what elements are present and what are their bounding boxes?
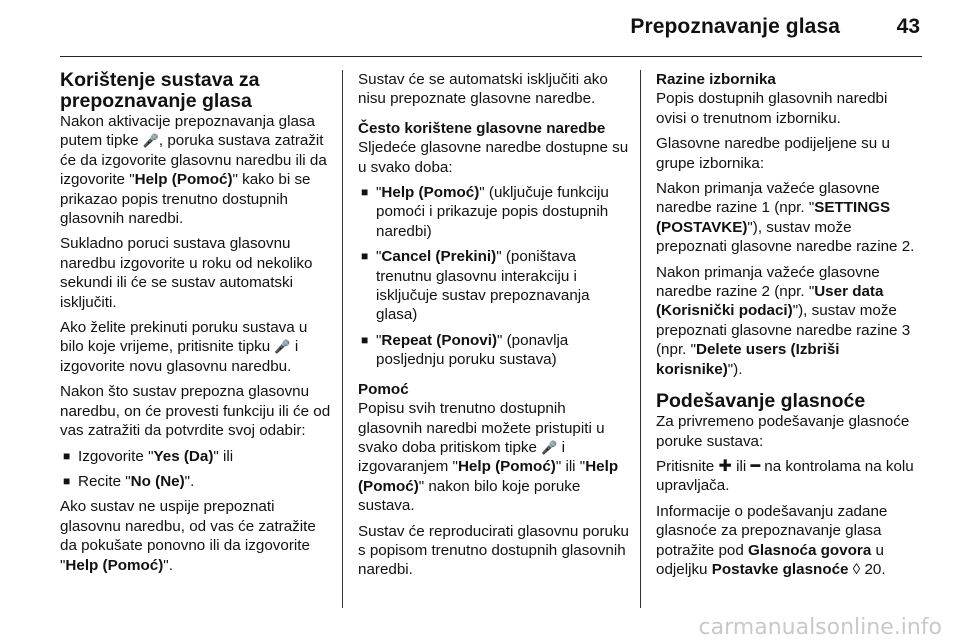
paragraph: Glasovne naredbe podijeljene su u grupe izbornika: (656, 135, 890, 172)
column-divider (342, 70, 343, 608)
watermark: carmanualsonline.info (698, 615, 942, 640)
page-number: 43 (896, 15, 920, 38)
section-title: Podešavanje glasnoće (656, 390, 866, 413)
paragraph: Sljedeće glasovne naredbe dostupne su u svako doba: (358, 139, 629, 176)
paragraph: Pritisnite ✚ ili ━ na kontrolama na kolu upravljača. (656, 457, 914, 495)
header-rule (60, 56, 922, 57)
bullet-icon: ■ (63, 473, 71, 488)
bullet-icon: ■ (361, 249, 369, 264)
microphone-icon: 🎤 (142, 133, 159, 149)
microphone-icon: 🎤 (541, 439, 558, 455)
subsection-title: Razine izbornika (656, 71, 776, 88)
paragraph: Popisu svih trenutno dostupnih glasovnih naredbi možete pristupiti u svako doba pritiskom tipke 🎤 i izgovaranjem "Help (Pomoć)" ili "Help (Pomoć)" nakon bilo koje poruke sustava. (358, 400, 619, 515)
minus-icon: ━ (750, 457, 761, 475)
list-item: ■ "Help (Pomoć)" (uključuje funkciju pomoći i prikazuje popis dostupnih naredbi) (361, 184, 609, 240)
subsection-title: Često korištene glasovne naredbe (358, 119, 606, 137)
paragraph: Ako sustav ne uspije prepoznati glasovnu naredbu, od vas će zatražite da pokušate ponovno ili da izgovorite "Help (Pomoć)". (60, 498, 316, 574)
reference-icon: ◊ (852, 560, 861, 578)
column-divider (640, 70, 641, 608)
column-2 (358, 70, 630, 586)
list-item: ■ "Cancel (Prekini)" (poništava trenutnu glasovnu interakciju i isključuje sustav prepoznavanja glasa) (361, 248, 590, 324)
plus-icon: ✚ (718, 457, 732, 475)
list-item: ■ "Repeat (Ponovi)" (ponavlja posljednju poruku sustava) (361, 331, 569, 369)
column-3 (656, 70, 916, 585)
paragraph: Za privremeno podešavanje glasnoće poruke sustava: (656, 413, 910, 450)
paragraph: Nakon što sustav prepozna glasovnu naredbu, on će provesti funkciju ili će od vas zatražiti da potvrdite svoj odabir: (60, 383, 331, 440)
paragraph: Nakon primanja važeće glasovne naredbe razine 2 (npr. "User data (Korisnički podaci)"), sustav može prepoznati glasovne naredbe razine 3 (npr. "Delete users (Izbriši korisnike)"). (656, 263, 911, 378)
paragraph: Sukladno poruci sustava glasovnu naredbu izgovorite u roku od nekoliko sekundi ili će se sustav automatski isključiti. (60, 235, 313, 311)
paragraph: Ako želite prekinuti poruku sustava u bilo koje vrijeme, pritisnite tipku 🎤 i izgovorite novu glasovnu naredbu. (60, 319, 308, 375)
paragraph: Nakon primanja važeće glasovne naredbe razine 1 (npr. "SETTINGS (POSTAVKE)"), sustav može prepoznati glasovne naredbe razine 2. (656, 180, 915, 256)
section-title: Korištenje sustava za prepoznavanje glasa (60, 69, 260, 112)
list-item: ■ Recite "No (Ne)". (63, 472, 195, 490)
bullet-list (358, 183, 630, 370)
bullet-icon: ■ (63, 448, 71, 463)
column-1 (60, 70, 332, 581)
paragraph: Sustav će reproducirati glasovnu poruku s popisom trenutno dostupnih glasovnih naredbi. (358, 522, 629, 579)
subsection-title: Pomoć (358, 380, 409, 398)
paragraph: Nakon aktivacije prepoznavanja glasa putem tipke 🎤, poruka sustava zatražit će da izgovorite glasovnu naredbu ili da izgovorite "Help (Pomoć)" kako bi se prikazao popis trenutno dostupnih glasovnih naredbi. (60, 113, 327, 228)
bullet-icon: ■ (361, 185, 369, 200)
paragraph: Informacije o podešavanju zadane glasnoće za prepoznavanje glasa potražite pod Glasnoća govora u odjeljku Postavke glasnoće ◊ 20. (656, 502, 888, 578)
list-item: ■ Izgovorite "Yes (Da)" ili (63, 447, 234, 465)
bullet-list (60, 447, 332, 492)
paragraph: Sustav će se automatski isključiti ako nisu prepoznate glasovne naredbe. (358, 71, 608, 108)
page-title: Prepoznavanje glasa (630, 15, 840, 38)
bullet-icon: ■ (361, 332, 369, 347)
microphone-icon: 🎤 (274, 339, 291, 355)
page-header (0, 0, 960, 50)
paragraph: Popis dostupnih glasovnih naredbi ovisi o trenutnom izborniku. (656, 90, 888, 127)
